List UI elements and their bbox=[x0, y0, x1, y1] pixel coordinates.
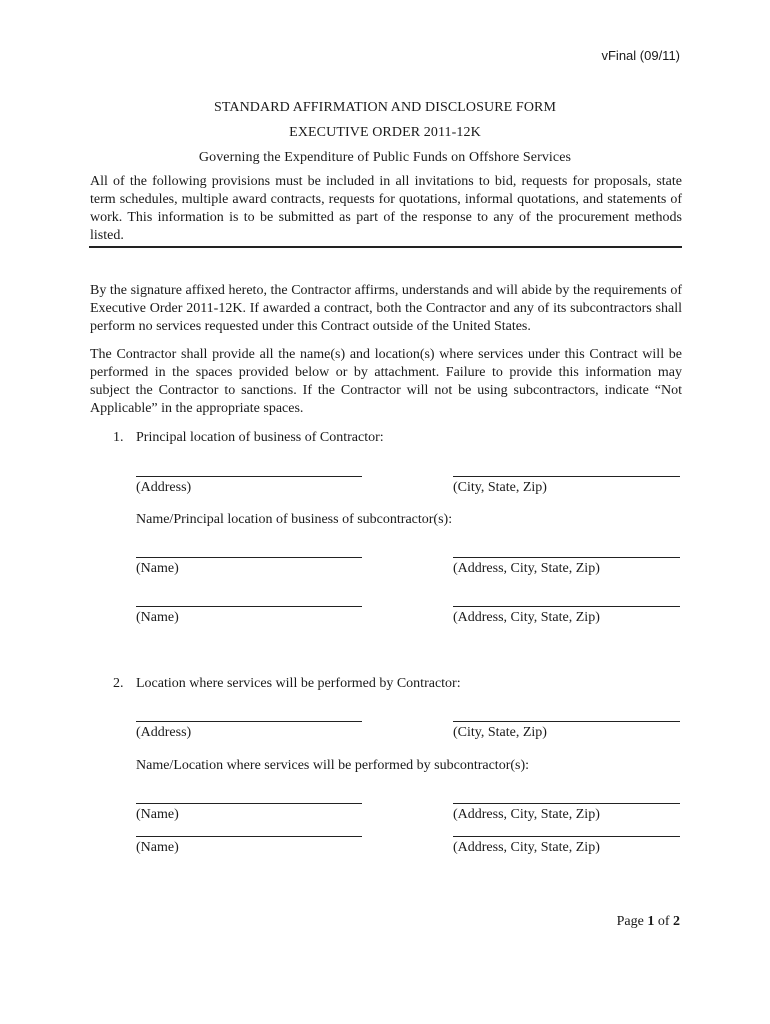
subcontractor-address-field-1[interactable] bbox=[453, 557, 680, 558]
address-city-state-zip-label: (Address, City, State, Zip) bbox=[453, 840, 600, 855]
page-of: of bbox=[657, 914, 670, 929]
address-city-state-zip-label: (Address, City, State, Zip) bbox=[453, 561, 600, 576]
page-total: 2 bbox=[673, 914, 680, 929]
form-title: STANDARD AFFIRMATION AND DISCLOSURE FORM bbox=[213, 100, 557, 115]
section-2-number: 2. bbox=[113, 676, 124, 691]
affirmation-paragraph: By the signature affixed hereto, the Contractor affirms, understands and will abide by the requirements of Executive Order 2011-12K. If awarded a contract, both the Contractor and any of its subcontractors shall perform no services requested under this Contract outside of the United States. bbox=[90, 283, 682, 334]
page-indicator bbox=[617, 914, 680, 930]
service-city-state-zip-field[interactable] bbox=[453, 721, 680, 722]
address-city-state-zip-label: (Address, City, State, Zip) bbox=[453, 610, 600, 625]
service-subcontractor-name-field-2[interactable] bbox=[136, 836, 362, 837]
subcontractor-name-field-1[interactable] bbox=[136, 557, 362, 558]
address-city-state-zip-label: (Address, City, State, Zip) bbox=[453, 807, 600, 822]
section-1-number: 1. bbox=[113, 430, 124, 445]
page-word: Page bbox=[616, 914, 644, 929]
section-1-heading: Principal location of business of Contractor: bbox=[136, 430, 384, 445]
subcontractor-heading: Name/Principal location of business of subcontractor(s): bbox=[136, 512, 453, 527]
address-label: (Address) bbox=[136, 480, 192, 495]
section-divider bbox=[89, 246, 682, 248]
service-subcontractor-address-field-2[interactable] bbox=[453, 836, 680, 837]
address-label: (Address) bbox=[136, 725, 192, 740]
name-label: (Name) bbox=[136, 807, 179, 822]
name-label: (Name) bbox=[136, 840, 179, 855]
version-label: vFinal (09/11) bbox=[601, 48, 680, 63]
name-label: (Name) bbox=[136, 610, 179, 625]
service-address-field[interactable] bbox=[136, 721, 362, 722]
city-state-zip-label: (City, State, Zip) bbox=[453, 480, 547, 495]
intro-paragraph: All of the following provisions must be included in all invitations to bid, requests for proposals, state term schedules, multiple award contracts, requests for quotations, informal quotations, and statements of work. This information is to be submitted as part of the response to any of the procurement methods listed. bbox=[90, 174, 682, 243]
name-label: (Name) bbox=[136, 561, 179, 576]
executive-order-title: EXECUTIVE ORDER 2011-12K bbox=[289, 125, 481, 140]
disclosure-paragraph: The Contractor shall provide all the name(s) and location(s) where services under this Contract will be performed in the spaces provided below or by attachment. Failure to provide this information may subject the Contractor to sanctions. If the Contractor will not be using subcontractors, indicate “Not Applicable” in the appropriate spaces. bbox=[90, 347, 682, 416]
form-subtitle: Governing the Expenditure of Public Funds on Offshore Services bbox=[198, 150, 572, 165]
city-state-zip-label: (City, State, Zip) bbox=[453, 725, 547, 740]
service-subcontractor-address-field-1[interactable] bbox=[453, 803, 680, 804]
subcontractor-name-field-2[interactable] bbox=[136, 606, 362, 607]
subcontractor-address-field-2[interactable] bbox=[453, 606, 680, 607]
contractor-address-field[interactable] bbox=[136, 476, 362, 477]
page-current: 1 bbox=[647, 914, 655, 929]
section-2-heading: Location where services will be performed by Contractor: bbox=[136, 676, 461, 691]
contractor-city-state-zip-field[interactable] bbox=[453, 476, 680, 477]
service-subcontractor-name-field-1[interactable] bbox=[136, 803, 362, 804]
subcontractor-location-heading: Name/Location where services will be performed by subcontractor(s): bbox=[136, 758, 530, 773]
